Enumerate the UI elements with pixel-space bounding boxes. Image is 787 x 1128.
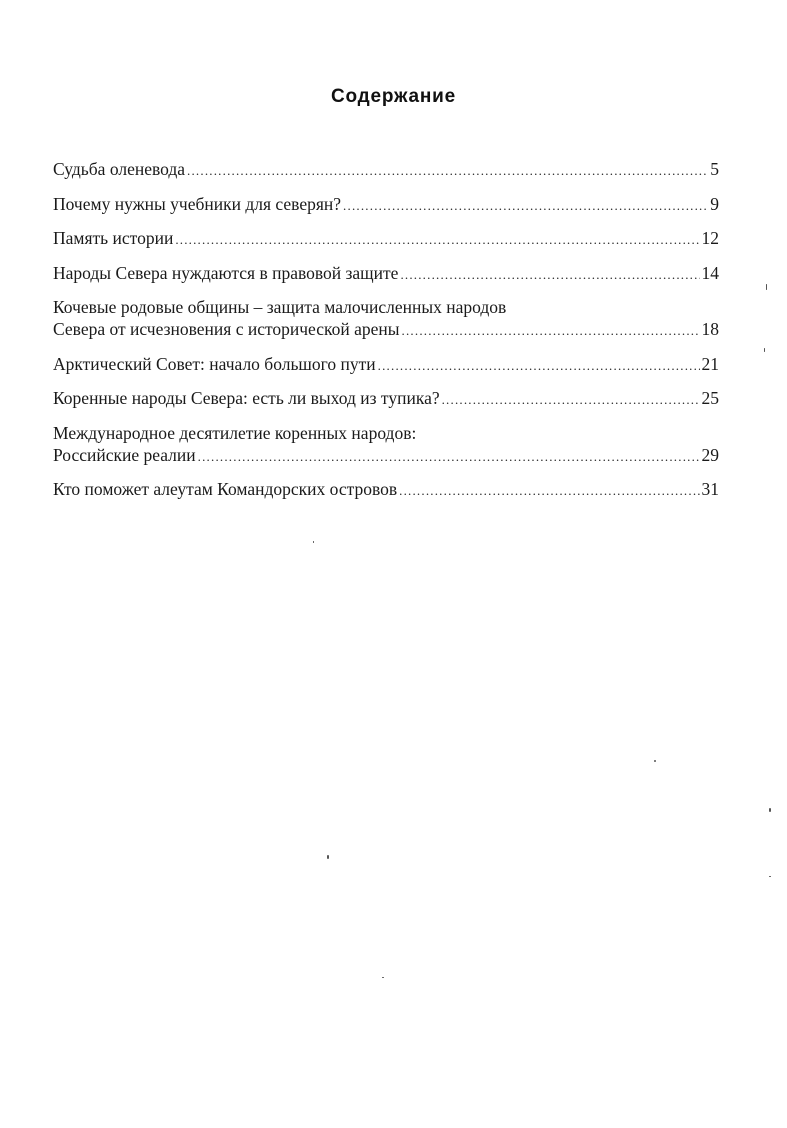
dot-leader <box>399 480 699 502</box>
toc-entry-title: Кто поможет алеутам Командорских островов <box>53 479 398 499</box>
toc-entry-title: Народы Севера нуждаются в правовой защите <box>53 262 399 283</box>
toc-entry <box>53 158 719 182</box>
scan-speck <box>382 977 384 978</box>
dot-leader <box>198 446 700 468</box>
toc-entry-line <box>53 193 719 217</box>
toc-entry-title-line-1: Кочевые родовые общины – защита малочисленных народов <box>53 297 507 317</box>
toc-entry-line <box>53 318 719 342</box>
toc-page-number: 31 <box>701 479 719 499</box>
toc-page-number: 21 <box>701 353 719 374</box>
table-of-contents <box>53 158 719 513</box>
scan-speck <box>769 808 771 812</box>
dot-leader <box>343 195 708 217</box>
dot-leader <box>187 160 708 182</box>
toc-entry-line <box>53 387 719 411</box>
scan-speck <box>313 541 314 543</box>
toc-page-number: 12 <box>701 228 719 248</box>
toc-entry-title: Память истории <box>53 228 174 248</box>
page-title: Содержание <box>330 86 457 107</box>
toc-entry <box>53 193 719 217</box>
toc-entry-title: Почему нужны учебники для северян? <box>53 193 342 214</box>
toc-entry <box>53 262 719 286</box>
toc-page-number: 18 <box>701 319 719 339</box>
toc-page-number: 29 <box>701 444 719 465</box>
toc-entry-line <box>53 227 719 251</box>
toc-entry-title-line-1: Международное десятилетие коренных народов: <box>53 422 417 443</box>
scan-speck <box>654 760 656 762</box>
toc-entry-line <box>53 262 719 286</box>
dot-leader <box>442 389 700 411</box>
scan-speck <box>764 348 765 352</box>
dot-leader <box>175 229 699 251</box>
toc-entry-line <box>53 478 719 502</box>
toc-page-number: 5 <box>710 159 719 179</box>
toc-entry-title: Судьба оленевода <box>53 159 186 179</box>
scan-speck <box>766 284 767 290</box>
dot-leader <box>402 320 700 342</box>
toc-entry-line <box>53 353 719 377</box>
dot-leader <box>378 355 700 377</box>
dot-leader <box>400 264 699 286</box>
toc-entry-line <box>53 158 719 182</box>
scan-speck <box>769 876 771 877</box>
toc-page-number: 9 <box>710 193 719 214</box>
toc-entry-line <box>53 422 719 444</box>
toc-page-number: 25 <box>701 388 719 408</box>
toc-entry <box>53 478 719 502</box>
scan-speck <box>327 855 329 859</box>
toc-entry <box>53 227 719 251</box>
toc-entry-title: Арктический Совет: начало большого пути <box>53 353 376 374</box>
toc-entry-line <box>53 296 719 318</box>
toc-entry-title-line-2: Российские реалии <box>53 444 196 465</box>
toc-entry <box>53 353 719 377</box>
toc-entry <box>53 422 719 468</box>
toc-entry-line <box>53 444 719 468</box>
toc-page-number: 14 <box>701 262 719 283</box>
toc-entry <box>53 296 719 342</box>
toc-entry <box>53 387 719 411</box>
toc-entry-title: Коренные народы Севера: есть ли выход из тупика? <box>53 388 440 408</box>
toc-entry-title-line-2: Севера от исчезновения с исторической арены <box>53 319 400 339</box>
